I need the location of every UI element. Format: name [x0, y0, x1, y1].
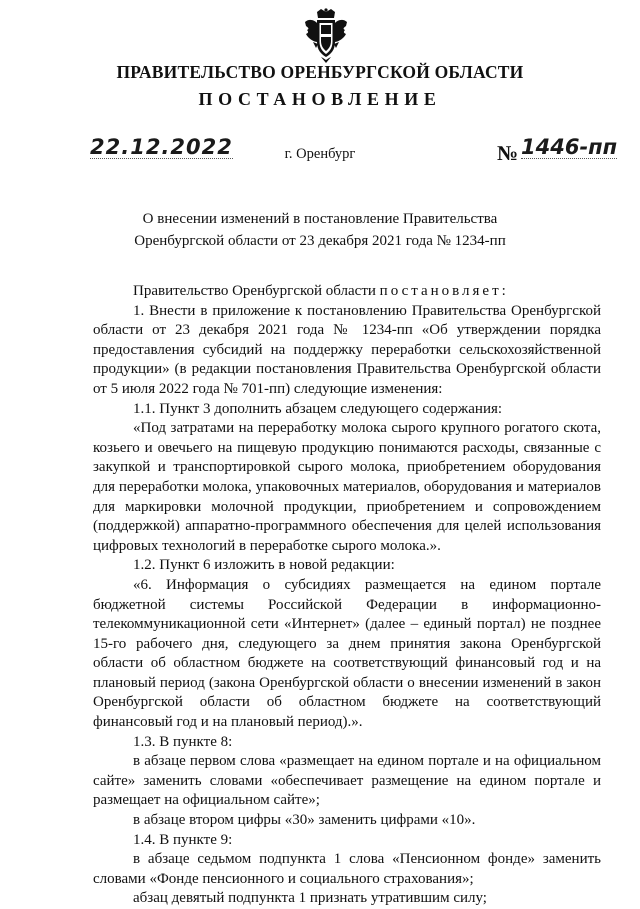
- paragraph: 1. Внести в приложение к постановлению Правительства Оренбургской области от 23 декабря 2021 года № 1234-пп «Об утверждении порядка предоставления субсидий на поддержку переработки сельскохозяйственной продукции» (в редакции постановления Правительства Оренбургской области от 5 июля 2022 года № 701-пп) следующие изменения:: [93, 302, 601, 397]
- paragraph: в абзаце втором цифры «30» заменить цифрами «10».: [133, 812, 476, 829]
- paragraph: 1.4. В пункте 9:: [133, 831, 233, 848]
- quoted-paragraph: «6. Информация о субсидиях размещается на едином портале бюджетной системы Российской Федерации в информационно-телекоммуникационной сети «Интернет» (далее – единый портал) не позднее 15-го рабочего дня, следующего за днем принятия закона Оренбургской области об областном бюджете на соответствующий финансовый год и на плановый период (закона Оренбургской области о внесении изменений в закон Оренбургской области об областном бюджете на соответствующий финансовый год и на плановый период).».: [93, 576, 601, 731]
- government-title: ПРАВИТЕЛЬСТВО ОРЕНБУРГСКОЙ ОБЛАСТИ: [116, 62, 524, 82]
- coat-of-arms-icon: [303, 8, 349, 64]
- document-number: 1446-пп: [521, 135, 618, 159]
- paragraph: абзац девятый подпункта 1 признать утратившим силу;: [133, 890, 487, 907]
- paragraph: 1.2. Пункт 6 изложить в новой редакции:: [133, 557, 395, 574]
- preamble-lead: Правительство Оренбургской области: [133, 283, 376, 299]
- number-sign: №: [497, 141, 519, 165]
- paragraph: в абзаце первом слова «размещает на едином портале и на официальном сайте» заменить словами «обеспечивает размещение на едином портале и размещает на официальном сайте»;: [93, 753, 601, 809]
- paragraph: в абзаце седьмом подпункта 1 слова «Пенсионном фонде» заменить словами «Фонде пенсионного и социального страхования»;: [93, 851, 601, 887]
- quoted-paragraph: «Под затратами на переработку молока сырого крупного рогатого скота, козьего и овечьего на пищевую продукцию понимаются расходы, связанные с закупкой и транспортировкой сырого молока, приобретением оборудования для переработки молока, упаковочных материалов, оборудования и материалов для маркировки молочной продукции, приобретением и сопровождением (поддержкой) аппаратно-программного обеспечения для целей использования цифровых технологий в переработке сырого молока.».: [93, 420, 601, 554]
- preamble-paragraph: [93, 282, 601, 302]
- document-subject: [0, 208, 640, 252]
- preamble-verb: постановляет:: [379, 283, 509, 299]
- document-city: г. Оренбург: [284, 146, 356, 162]
- document-type-title: ПОСТАНОВЛЕНИЕ: [198, 89, 442, 109]
- paragraph: 1.3. В пункте 8:: [133, 733, 233, 750]
- subject-line: Оренбургской области от 23 декабря 2021 года № 1234-пп: [134, 233, 506, 249]
- document-body: [93, 282, 601, 909]
- subject-line: О внесении изменений в постановление Правительства: [142, 211, 498, 227]
- paragraph: 1.1. Пункт 3 дополнить абзацем следующего содержания:: [133, 400, 503, 417]
- document-date: 22.12.2022: [90, 135, 233, 159]
